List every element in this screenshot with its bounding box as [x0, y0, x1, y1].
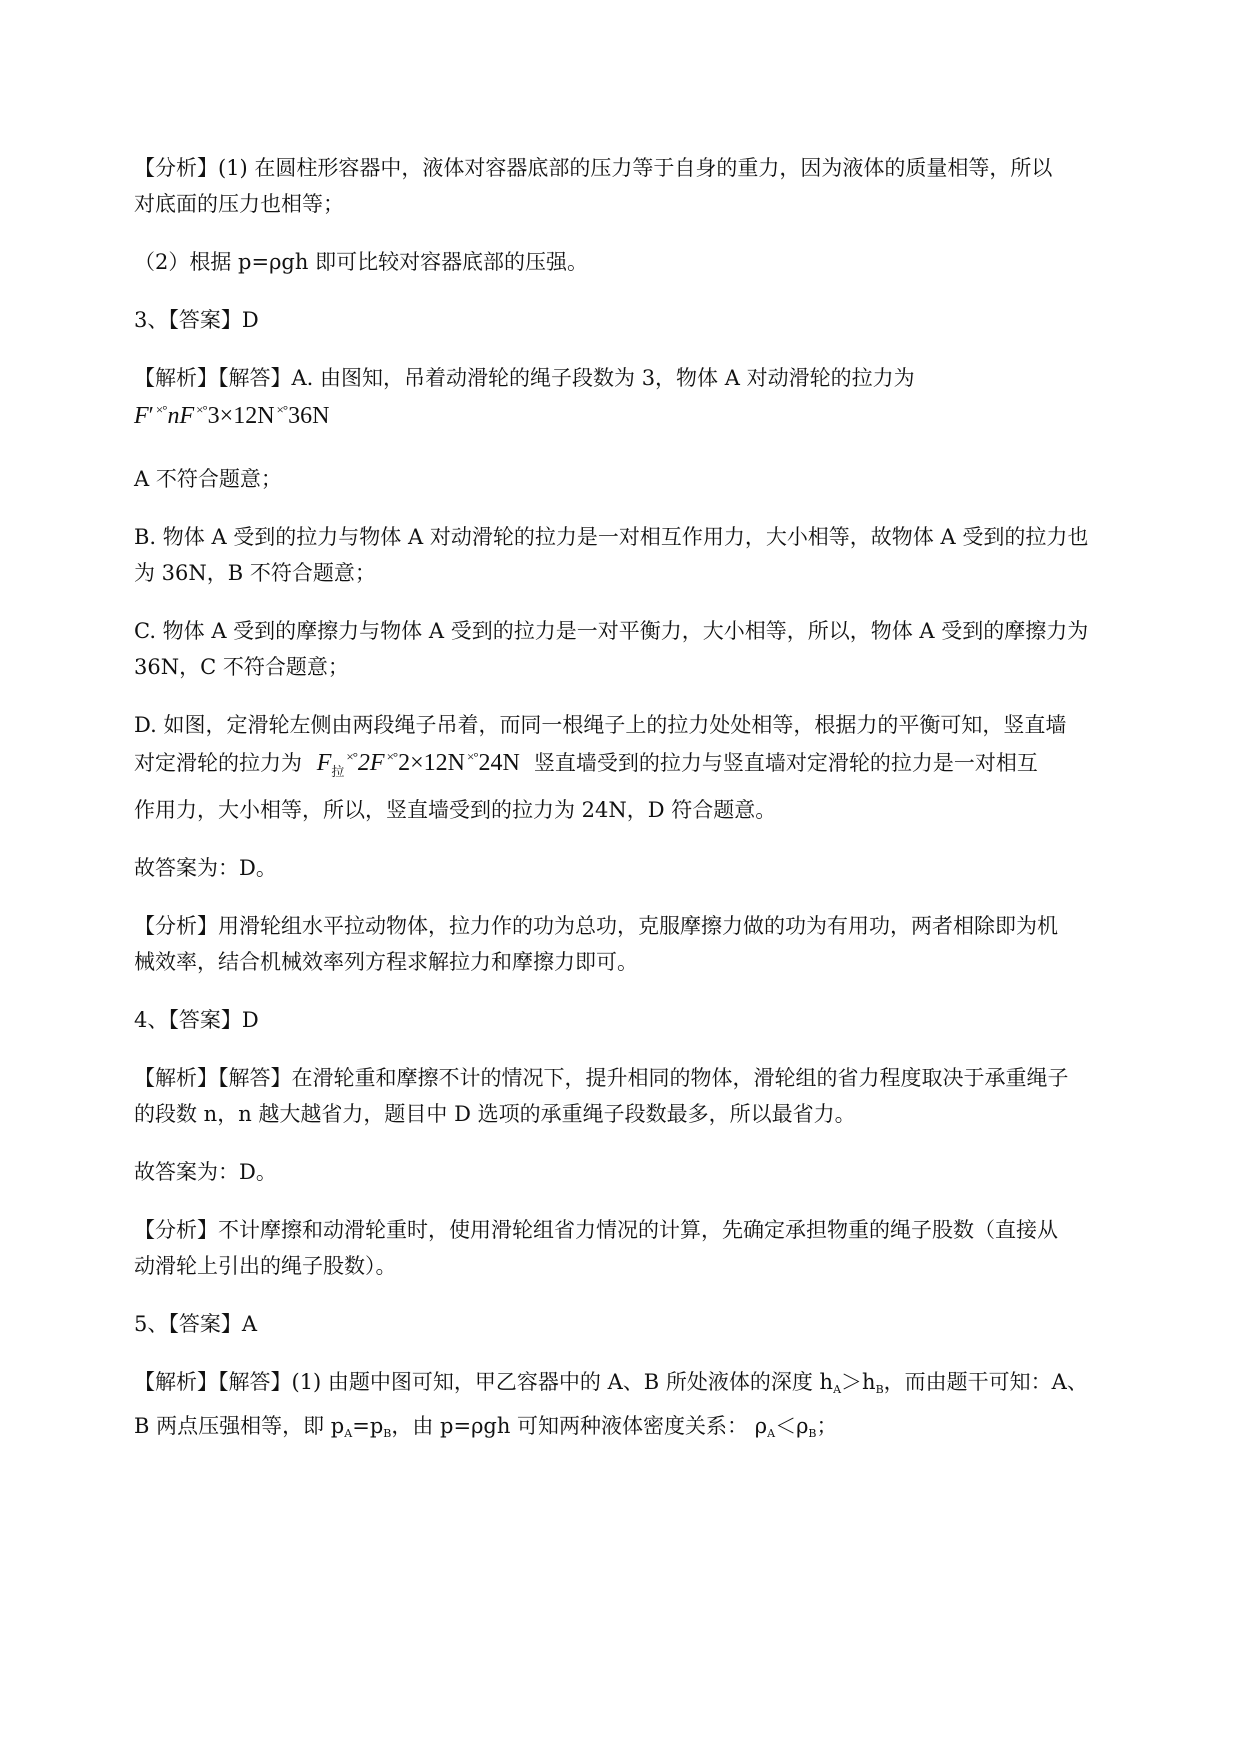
document-body [134, 150, 1144, 1452]
symbol-p: p [369, 1414, 384, 1438]
text-line: 【分析】用滑轮组水平拉动物体，拉力作的功为总功，克服摩擦力做的功为有用功，两者相除即为机 [134, 914, 1058, 938]
q3-solution-a [134, 360, 1144, 439]
text-line: 36N，C 不符合题意； [134, 655, 349, 679]
q3-a-conclusion: A 不符合题意； [134, 467, 282, 491]
text-line: C. 物体 A 受到的摩擦力与物体 A 受到的拉力是一对平衡力，大小相等，所以，物体 A 受到的摩擦力为 [134, 619, 1089, 643]
symbol-rho: ρ [796, 1414, 809, 1438]
text-line: D. 如图，定滑轮左侧由两段绳子吊着，而同一根绳子上的拉力处处相等，根据力的平衡可知，竖直墙 [134, 713, 1067, 737]
text-line: 【分析】(1) 在圆柱形容器中，液体对容器底部的压力等于自身的重力，因为液体的质量相等，所以 [134, 156, 1053, 180]
analysis-paragraph-2: （2）根据 p=ρgh 即可比较对容器底部的压强。 [134, 250, 589, 274]
formula-f-pull: $F_拉^{\times^\circ}2F$ ×°2×12N ×°24N [316, 749, 520, 779]
q4-analysis [134, 1212, 1144, 1284]
text-line: 械效率，结合机械效率列方程求解拉力和摩擦力即可。 [134, 950, 638, 974]
symbol-h: h [862, 1370, 876, 1394]
q4-answer: 4、【答案】D [134, 1008, 259, 1032]
text-line: 【解析】【解答】在滑轮重和摩擦不计的情况下，提升相同的物体，滑轮组的省力程度取决于承重绳子 [134, 1066, 1069, 1090]
text-line: 对底面的压力也相等； [134, 192, 344, 216]
text-line: 【解析】【解答】A. 由图知，吊着动滑轮的绳子段数为 3，物体 A 对动滑轮的拉力为 [134, 366, 915, 390]
q4-final-answer: 故答案为：D。 [134, 1160, 277, 1184]
text-line: 作用力，大小相等，所以，竖直墙受到的拉力为 24N，D 符合题意。 [134, 798, 777, 822]
q5-solution: 【解析】【解答】(1) 由题中图可知，甲乙容器中的 A、B 所处液体的深度 $h_A>h_B$，而由题干可知：A、 B 两点压强相等，即 $p_A=p_B$，由 p=ρgh 可知两种液体密度关系： $\rho_A<\rho_B$； [134, 1370, 1088, 1440]
text-line: 的段数 n，n 越大越省力，题目中 D 选项的承重绳子段数最多，所以最省力。 [134, 1102, 856, 1126]
text-line: 竖直墙受到的拉力与竖直墙对定滑轮的拉力是一对相互 [533, 751, 1038, 775]
q3-answer: 3、【答案】D [134, 308, 259, 332]
text-line: 为 36N，B 不符合题意； [134, 561, 376, 585]
text-line: 对定滑轮的拉力为 [134, 751, 302, 775]
q3-solution-c [134, 613, 1144, 685]
q3-solution-d [134, 707, 1144, 828]
q3-analysis [134, 908, 1144, 980]
text-line: B. 物体 A 受到的拉力与物体 A 对动滑轮的拉力是一对相互作用力，大小相等，故物体 A 受到的拉力也 [134, 525, 1089, 549]
symbol-p: p [330, 1414, 345, 1438]
text-line: 动滑轮上引出的绳子股数）。 [134, 1254, 397, 1278]
q3-final-answer: 故答案为：D。 [134, 856, 277, 880]
analysis-paragraph-1 [134, 150, 1144, 222]
q5-answer: 5、【答案】A [134, 1312, 258, 1336]
q4-solution [134, 1060, 1144, 1132]
text-line: 【分析】不计摩擦和动滑轮重时，使用滑轮组省力情况的计算，先确定承担物重的绳子股数（直接从 [134, 1218, 1058, 1242]
q3-solution-b [134, 519, 1144, 591]
formula-f-prime: F′ ×°nF ×°3×12N ×°36N [134, 402, 330, 429]
symbol-h: h [819, 1370, 834, 1394]
symbol-rho: ρ [754, 1414, 768, 1438]
